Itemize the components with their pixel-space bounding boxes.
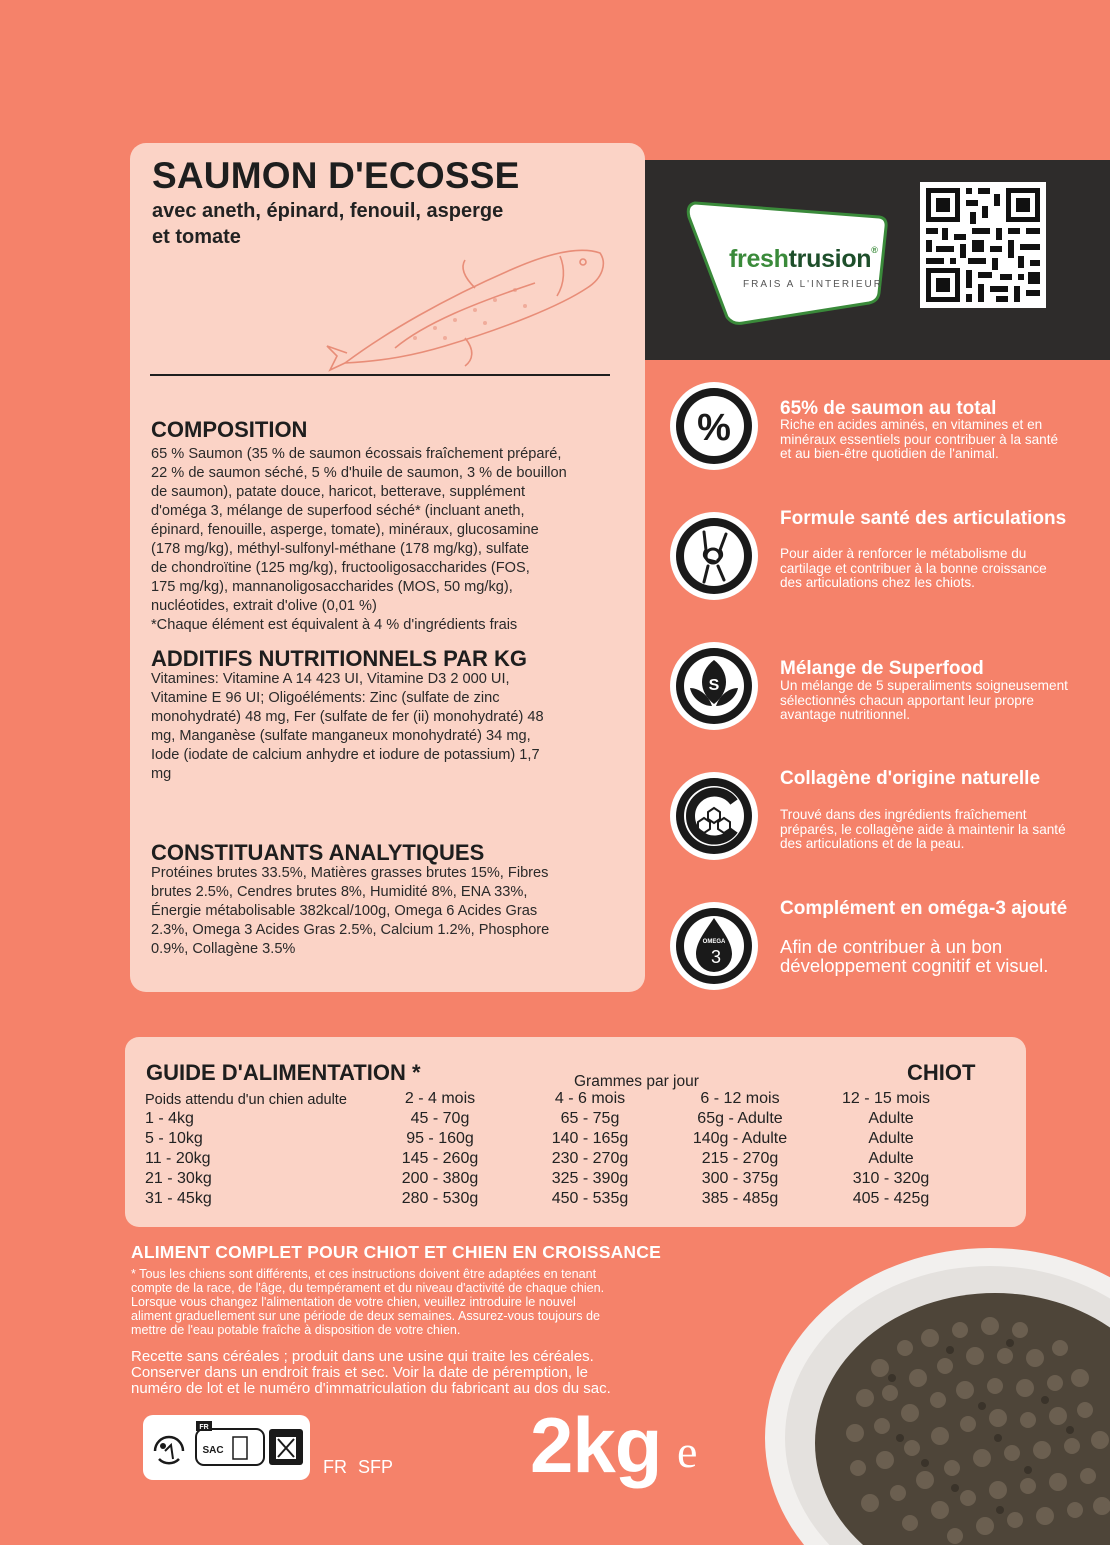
analytical-heading: CONSTITUANTS ANALYTIQUES (151, 840, 485, 865)
table-cell: 65g - Adulte (697, 1110, 783, 1127)
table-header: 2 - 4 mois (404, 1090, 476, 1107)
table-cell: 5 - 10kg (145, 1130, 203, 1147)
benefit-text: Riche en acides aminés, en vitamines et en minéraux essentiels pour contribuer à la santé et au bien-être quotidien de l'animal. (780, 417, 1059, 462)
table-cell: 300 - 375g (701, 1170, 779, 1187)
benefit-text: Un mélange de 5 superaliments soigneusement sélectionnés chacun apportant leur propre avantage nutritionnel. (780, 678, 1068, 723)
recycling-info (143, 1415, 310, 1480)
table-cell: 45 - 70g (410, 1110, 470, 1127)
table-cell: 215 - 270g (701, 1150, 779, 1167)
product-info-card (130, 143, 645, 992)
svg-text:OMEGA: OMEGA (702, 939, 726, 945)
triman-recycling-icon (143, 1415, 310, 1480)
joint-icon (668, 510, 760, 602)
feeding-guide-table (125, 1037, 1026, 1227)
svg-text:FR: FR (199, 1424, 209, 1431)
table-cell: 31 - 45kg (145, 1190, 212, 1207)
table-cell: 200 - 380g (401, 1170, 479, 1187)
table-cell: 95 - 160g (406, 1130, 474, 1147)
benefit-title: Formule santé des articulations (780, 508, 1067, 529)
benefit-title: 65% de saumon au total (780, 398, 997, 419)
table-cell: 405 - 425g (852, 1190, 930, 1207)
svg-text:SAC: SAC (202, 1445, 224, 1456)
table-cell: 145 - 260g (401, 1150, 479, 1167)
svg-text:3: 3 (710, 947, 722, 967)
svg-text:%: % (697, 407, 731, 449)
benefit-text: Pour aider à renforcer le métabolisme du cartilage et contribuer à la bonne croissance des articulations chez les chiots. (780, 546, 1047, 591)
benefit-title: Collagène d'origine naturelle (780, 768, 1041, 789)
table-cell: 1 - 4kg (145, 1110, 194, 1127)
superfood-leaf-icon (668, 640, 760, 732)
benefit-title: Complément en oméga-3 ajouté (780, 898, 1068, 919)
net-weight: 2kg (530, 1401, 662, 1489)
feeding-guide-title: GUIDE D'ALIMENTATION * (146, 1060, 421, 1085)
table-header: 6 - 12 mois (700, 1090, 780, 1107)
table-header: 4 - 6 mois (554, 1090, 626, 1107)
analytical-text: Protéines brutes 33.5%, Matières grasses brutes 15%, Fibres brutes 2.5%, Cendres brutes 8%, Humidité 8%, ENA 33%, Énergie métabolisable 382kcal/100g, Omega 6 Acides Gras 2.3%, Omega 3 Acides Gras 2.5%, Calcium 1.2%, Phosphore 0.9%, Collagène 3.5% (151, 865, 550, 957)
qr-code (920, 182, 1046, 308)
product-title: SAUMON D'ECOSSE (152, 155, 520, 196)
table-cell: 140g - Adulte (692, 1130, 788, 1147)
benefit-text: Afin de contribuer à un bon développement cognitif et visuel. (780, 936, 1049, 976)
table-cell: 11 - 20kg (145, 1150, 211, 1167)
brand-logo: freshtrusion® FRAIS A L'INTERIEUR (683, 195, 891, 325)
table-cell: Adulte (868, 1150, 914, 1167)
table-header: 12 - 15 mois (841, 1090, 931, 1107)
collagen-icon (668, 770, 760, 862)
additives-text: Vitamines: Vitamine A 14 423 UI, Vitamine D3 2 000 UI, Vitamine E 96 UI; Oligoéléments: Zinc (sulfate de zinc monohydraté) 48 mg, Fer (sulfate de fer (ii) monohydraté) 48 mg, Manganèse (sulfate manganeux monohydraté) 34 mg, Iode (iodate de calcium anhydre et iodure de potassium) 1,7 mg (151, 671, 544, 782)
percent-icon (668, 380, 760, 472)
language-codes: FR SFP (323, 1457, 394, 1477)
table-cell: 21 - 30kg (145, 1170, 212, 1187)
storage-text: Recette sans céréales ; produit dans une usine qui traite les céréales. Conserver dans un endroit frais et sec. Voir la date de péremption, le numéro de lot et le numéro d'immatriculation du fabricant au dos du sac. (131, 1348, 611, 1397)
benefit-text: Trouvé dans des ingrédients fraîchement préparés, le collagène aide à maintenir la santé des articulations et de la peau. (780, 807, 1066, 852)
table-cell: 140 - 165g (551, 1130, 629, 1147)
omega-3-drop-icon (668, 900, 760, 992)
table-cell: 325 - 390g (551, 1170, 629, 1187)
salmon-illustration (325, 238, 610, 373)
estimated-sign: e (677, 1426, 698, 1477)
feeding-guide-units: Grammes par jour (574, 1073, 699, 1090)
table-cell: 310 - 320g (852, 1170, 930, 1187)
feeding-note: * Tous les chiens sont différents, et ces instructions doivent être adaptées en tenant compte de la race, de l'âge, du tempérament et du niveau d'activité de chaque chien. Lorsque vous changez l'alimentation de votre chien, veuillez introduire le nouvel aliment graduellement sur une période de deux semaines. Assurez-vous toujours de mettre de l'eau potable fraîche à disposition de votre chien. (131, 1267, 605, 1337)
additives-heading: ADDITIFS NUTRITIONNELS PAR KG (151, 646, 528, 671)
table-cell: 230 - 270g (551, 1150, 629, 1167)
complete-food-statement: ALIMENT COMPLET POUR CHIOT ET CHIEN EN CROISSANCE (131, 1242, 661, 1262)
divider (150, 374, 610, 376)
brand-band (645, 160, 1110, 360)
benefit-title: Mélange de Superfood (780, 658, 984, 679)
table-cell: Adulte (868, 1130, 914, 1147)
table-cell: 280 - 530g (401, 1190, 479, 1207)
feeding-guide-audience: CHIOT (907, 1060, 976, 1085)
table-cell: 65 - 75g (560, 1110, 620, 1127)
product-subtitle: avec aneth, épinard, fenouil, asperge et tomate (152, 200, 504, 248)
composition-heading: COMPOSITION (151, 417, 308, 442)
table-cell: 450 - 535g (551, 1190, 629, 1207)
table-header: Poids attendu d'un chien adulte (145, 1092, 347, 1108)
svg-text:S: S (708, 677, 720, 694)
kibble-bowl-image (760, 1248, 1110, 1545)
composition-text: 65 % Saumon (35 % de saumon écossais fraîchement préparé, 22 % de saumon séché, 5 % d'huile de saumon, 3 % de bouillon de saumon), patate douce, haricot, betterave, supplément d'oméga 3, mélange de superfood séché* (incluant aneth, épinard, fenouille, asperge, tomate), minéraux, glucosamine (178 mg/kg), méthyl-sulfonyl-méthane (178 mg/kg), sulfate de chondroïtine (125 mg/kg), fructooligosaccharides (FOS, 175 mg/kg), mannanoligosaccharides (MOS, 50 mg/kg), nucléotides, extrait d'olive (0,01 %) *Chaque élément est équivalent à 4 % d'ingrédients frais (151, 446, 567, 633)
table-cell: 385 - 485g (701, 1190, 779, 1207)
table-cell: Adulte (868, 1110, 914, 1127)
